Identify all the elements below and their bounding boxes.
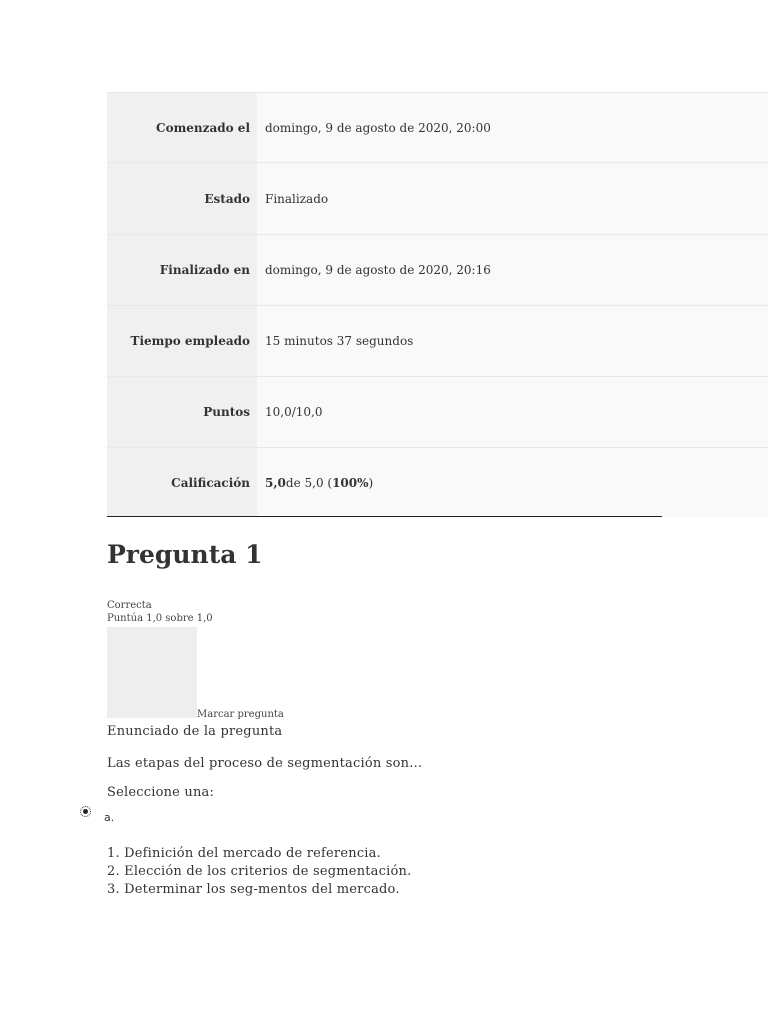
option-line: 2. Elección de los criterios de segmentación. — [107, 864, 412, 879]
grade-close: ) — [368, 475, 374, 490]
statement-heading: Enunciado de la pregunta — [107, 724, 283, 739]
summary-row-started — [107, 93, 768, 163]
summary-value: domingo, 9 de agosto de 2020, 20:16 — [257, 235, 768, 305]
summary-label: Puntos — [107, 377, 257, 447]
option-a-radio[interactable] — [80, 806, 91, 817]
summary-label: Estado — [107, 163, 257, 234]
select-prompt: Seleccione una: — [107, 785, 215, 800]
question-info — [107, 599, 213, 625]
grade-percent: 100% — [332, 475, 369, 490]
question-stem: Las etapas del proceso de segmentación son... — [107, 756, 423, 771]
flag-question-image[interactable] — [107, 627, 197, 718]
option-line: 3. Determinar los seg-mentos del mercado. — [107, 882, 400, 897]
option-line: 1. Definición del mercado de referencia. — [107, 846, 381, 861]
summary-row-time-taken — [107, 306, 768, 377]
summary-value: domingo, 9 de agosto de 2020, 20:00 — [257, 93, 768, 162]
radio-selected-dot — [83, 809, 88, 814]
question-points: Puntúa 1,0 sobre 1,0 — [107, 613, 213, 624]
option-a-letter: a. — [104, 811, 115, 824]
summary-label: Tiempo empleado — [107, 306, 257, 376]
grade-value — [257, 448, 768, 517]
summary-row-grade — [107, 448, 768, 517]
option-a-text — [107, 845, 411, 899]
attempt-summary-table — [107, 92, 768, 517]
flag-question-link[interactable]: Marcar pregunta — [197, 709, 284, 720]
summary-row-points — [107, 377, 768, 448]
summary-row-state — [107, 163, 768, 235]
grade-of-text: de 5,0 ( — [285, 475, 333, 490]
summary-value: 10,0/10,0 — [257, 377, 768, 447]
summary-label: Finalizado en — [107, 235, 257, 305]
question-title: Pregunta 1 — [107, 540, 263, 569]
summary-divider — [107, 516, 662, 517]
summary-label: Calificación — [107, 448, 257, 517]
summary-label: Comenzado el — [107, 93, 257, 162]
summary-value: Finalizado — [257, 163, 768, 234]
question-status: Correcta — [107, 600, 152, 611]
summary-value: 15 minutos 37 segundos — [257, 306, 768, 376]
grade-score: 5,0 — [265, 475, 286, 490]
summary-row-finished — [107, 235, 768, 306]
